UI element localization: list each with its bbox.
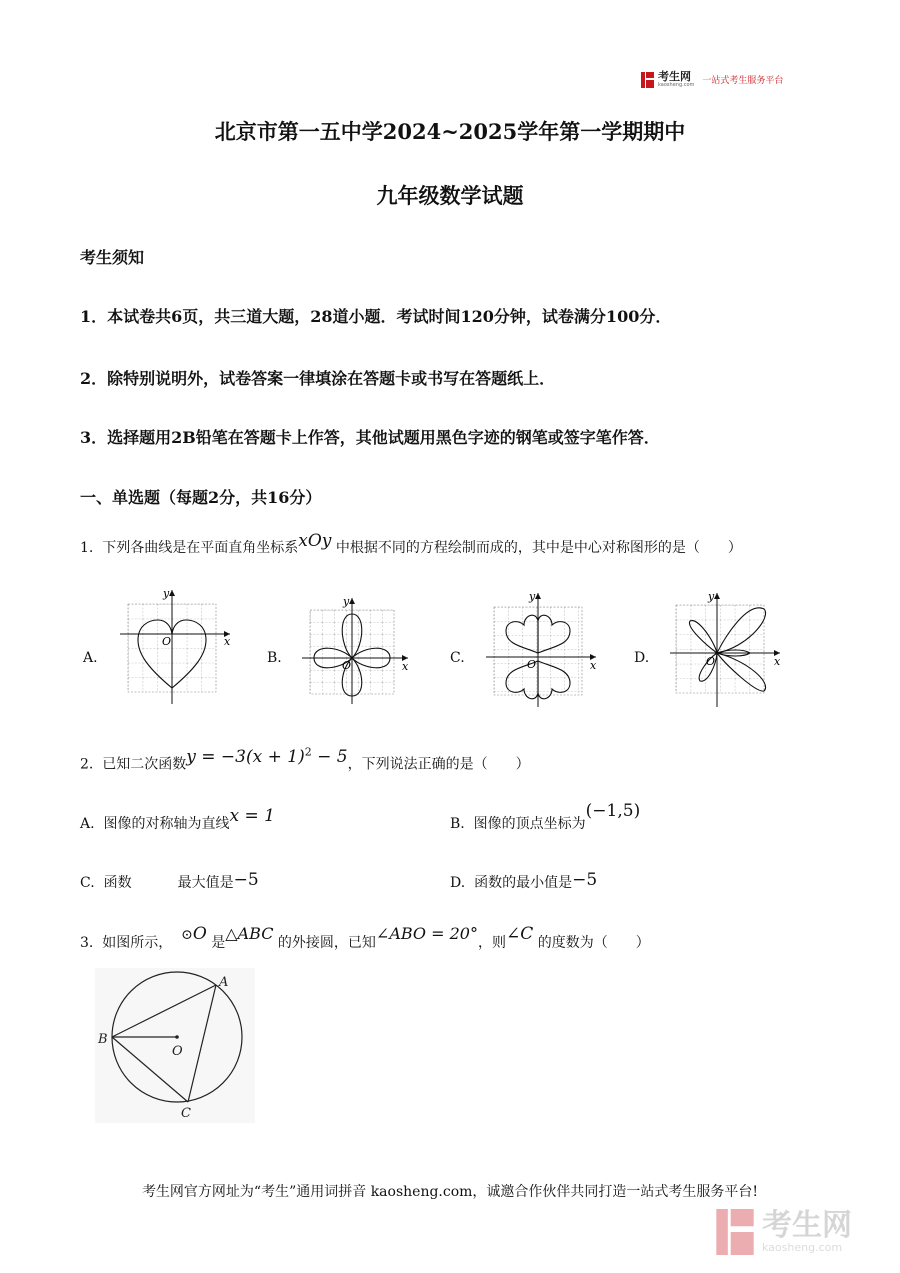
question-number: 2. <box>80 756 94 773</box>
y-axis-arrow-icon <box>535 593 541 599</box>
y-axis-arrow-icon <box>349 598 355 604</box>
x-axis-label: x <box>224 635 231 648</box>
circle-figure <box>95 968 255 1123</box>
question-3 <box>80 924 650 952</box>
option-c-label: C. <box>450 650 465 666</box>
option-label: A. <box>80 816 95 832</box>
y-axis-arrow-icon <box>714 593 720 599</box>
watermark-url: kaosheng.com <box>762 1241 843 1254</box>
section-heading: 一、单选题（每题2分，共16分） <box>80 488 322 507</box>
option-text: 最大值是 <box>177 875 234 891</box>
notice-heading: 考生须知 <box>80 248 145 267</box>
option-label: D. <box>450 875 466 891</box>
origin-label: O <box>706 655 716 668</box>
watermark-logo <box>716 1209 852 1255</box>
y-axis-label: y <box>529 591 536 603</box>
origin-label: O <box>162 635 172 648</box>
notice-item-1: 1．本试卷共6页，共三道大题，28道小题．考试时间120分钟，试卷满分100分． <box>80 307 672 326</box>
math-triangle: △ABC <box>225 924 274 943</box>
graph-option-b <box>300 596 412 706</box>
brand-slogan: 一站式考生服务平台 <box>702 76 784 86</box>
question-text: 的外接圆，已知 <box>277 935 376 951</box>
quadratic-formula <box>186 747 347 767</box>
question-text: 已知二次函数 <box>102 756 187 773</box>
question-text: 的度数为（ ） <box>537 935 650 951</box>
vertex-c-label: C <box>181 1106 191 1121</box>
option-text: 图像的顶点坐标为 <box>473 816 586 832</box>
brand-url: kaosheng.com <box>658 82 695 88</box>
circle-symbol: ⊙ <box>181 927 193 943</box>
option-math: (−1,5) <box>585 801 641 821</box>
question-1 <box>80 531 742 557</box>
graph-option-a <box>118 588 234 704</box>
question-text: ，下列说法正确的是（ ） <box>347 756 530 773</box>
brand-logo <box>641 71 783 88</box>
exam-subtitle: 九年级数学试题 <box>376 183 524 208</box>
y-axis-label: y <box>708 591 715 603</box>
watermark-mark-icon <box>716 1209 754 1255</box>
math-angle-abo: ∠ABO = 20° <box>375 924 478 943</box>
grid <box>676 605 764 693</box>
option-text: 函数 <box>103 875 132 891</box>
vertex-a-label: A <box>219 975 229 990</box>
vertex-b-label: B <box>98 1032 108 1047</box>
q2-option-a <box>80 806 275 833</box>
option-math: −5 <box>572 870 598 890</box>
math-expr: xOy <box>298 531 332 551</box>
option-label: C. <box>80 875 95 891</box>
formula-base: y = −3(x + 1) <box>186 746 305 767</box>
option-text: 函数的最小值是 <box>474 875 573 891</box>
q2-option-d <box>450 872 597 892</box>
math-angle-c: ∠C <box>505 924 534 944</box>
option-math: x = 1 <box>229 806 275 826</box>
origin-label: O <box>342 659 352 672</box>
math-o: O <box>192 924 207 944</box>
option-math: −5 <box>233 870 259 890</box>
option-d-label: D. <box>634 650 650 666</box>
formula-tail: − 5 <box>311 746 348 767</box>
x-axis-label: x <box>774 655 781 668</box>
option-text: 图像的对称轴为直线 <box>103 816 230 832</box>
question-text: ，则 <box>477 935 506 951</box>
y-axis-arrow-icon <box>169 590 175 596</box>
x-axis-label: x <box>590 659 597 672</box>
center-o-label: O <box>172 1044 183 1059</box>
exam-title: 北京市第一五中学2024~2025学年第一学期期中 <box>214 119 686 144</box>
q2-option-c <box>80 872 259 892</box>
notice-item-3: 3．选择题用2B铅笔在答题卡上作答，其他试题用黑色字迹的钢笔或签字笔作答． <box>80 428 660 447</box>
brand-name: 考生网 <box>658 70 691 83</box>
question-2 <box>80 745 530 774</box>
y-axis-label: y <box>343 596 350 608</box>
question-text: 如图所示， <box>102 935 173 951</box>
center-point <box>175 1035 179 1039</box>
notice-item-2: 2．除特别说明外，试卷答案一律填涂在答题卡或书写在答题纸上． <box>80 369 556 388</box>
option-label: B. <box>450 816 465 832</box>
question-text: 是 <box>211 935 226 951</box>
y-axis-label: y <box>163 588 170 600</box>
brand-mark-icon <box>641 72 654 88</box>
watermark-name: 考生网 <box>762 1208 852 1243</box>
question-number: 1. <box>80 540 94 556</box>
x-axis-label: x <box>402 660 409 673</box>
question-text: 下列各曲线是在平面直角坐标系 <box>102 540 299 556</box>
origin-label: O <box>527 658 537 671</box>
question-number: 3. <box>80 935 94 951</box>
footer-text: 考生网官方网址为“考生”通用词拼音 kaosheng.com，诚邀合作伙伴共同打造一站式考生服务平台! <box>141 1184 759 1200</box>
formula-exponent: 2 <box>304 745 312 758</box>
question-text: 中根据不同的方程绘制而成的，其中是中心对称图形的是（ ） <box>335 540 742 556</box>
q2-option-b <box>450 801 641 833</box>
graph-option-d <box>668 591 784 707</box>
graph-option-c <box>484 591 600 707</box>
option-b-label: B. <box>267 650 282 666</box>
option-a-label: A. <box>83 650 98 666</box>
